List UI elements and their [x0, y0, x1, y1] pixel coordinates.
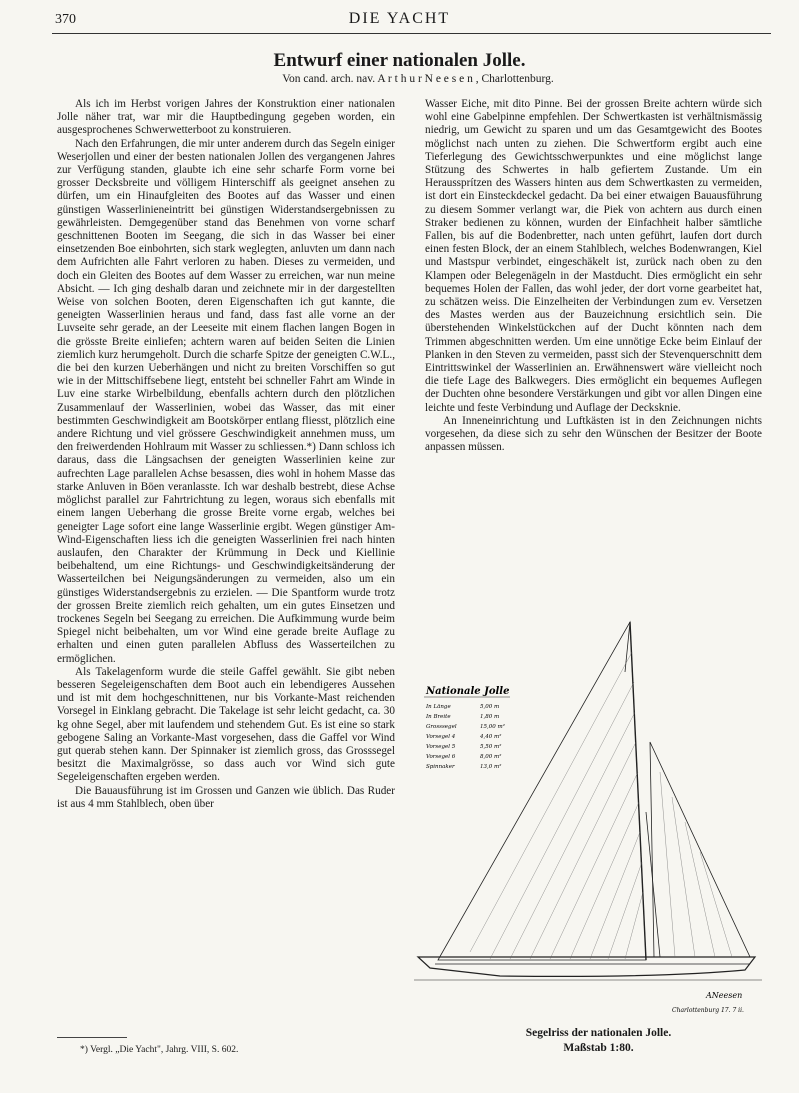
legend-row-label: Vorsegel 6 — [426, 754, 456, 760]
paragraph: Nach den Erfahrungen, die mir unter anderem durch das Segeln einiger Weserjollen und einer der besten nationalen Jollen des vergangenen Jahres zur Verfügung standen, glaubte ich eine sehr scharfe Form vorne bei grosser Decksbreite und völligem Hinterschiff als geeignet ansehen zu dürfen, um ein Hinaufgleiten des Bootes auf das Wasser und einen günstigen Wasserlinieneintritt bei günstigen Widerstandsergebnissen zu gewährleisten. Demgegenüber stand das Benehmen von vorne scharf geschnittenen Booten im Seegang, die sich in das Wasser bei einer einsetzenden Boe einbohrten, sich stark weglegten, anluvten um dann nach dem Aufrichten alle Fahrt verloren zu haben. Dieses zu vermeiden, und doch ein Gleiten des Bootes auf dem Wasser zu erreichen, war nun meine Absicht. — Ich ging deshalb daran und zeichnete mir in der dargestellten Weise von solchen Booten, deren Eigenschaften ich gut kannte, die geneigten Wasserlinien heraus und fand, dass fast alle vorne an der Luvseite sehr gerade, an der Leeseite mit einem flachen langen Bogen in die grösste Breite einliefen; achtern waren auf beiden Seiten die Linien ziemlich kurz herumgeholt. Durch die scharfe Spitze der geneigten C.W.L., die bei den kurzen Ueberhängen und nicht zu breiten Vorschiffen so gut wie in der Mittschiffsebene liegt, entsteht bei schneller Fahrt am Winde in Luv eine starke Wirbelbildung, ebenfalls achtern durch den plötzlichen Zusammenlauf der Wasserlinien, wobei das Wasser, das mit einer bestimmten Geschwindigkeit am Bootskörper entlang fliesst, plötzlich eine andere Richtung und viel grössere Geschwindigkeit annehmen muss, um den freiwerdenden Hohlraum mit Wasser zu schliessen.*) Dann schloss ich daraus, dass die Längsachsen der geneigten Wasserlinien keine zur aufrechten Lage parallelen Achse besassen, dies wohl in hohem Masse das starke Anluven in Böen veranlasste. Ich war deshalb bestrebt, diese Achse möglichst parallel zur Fahrtrichtung zu legen, woraus sich ebenfalls mit einem langen Ueberhang die grosse Breite vorne ergab, welches bei geneigter Lage sofort eine lange Wasserlinie ergibt. Wegen günstiger Am-Wind-Eigenschaften liess ich die geneigten Wasserlinien frei nach hinten auslaufen, den Charakter der Krümmung in Deck und Kiellinie beibehaltend, um eine Richtungs- und Geschwindigkeitsänderung der Wasserteilchen bei Neigungsänderungen zu vermeiden, also um ein günstiges Widerstandsergebnis zu erzielen. — Die Spantform wurde trotz der grossen Breite ziemlich reich gehalten, um ein gutes Einsetzen und trockenes Segeln bei Seegang zu erreichen. Die Aufkimmung wurde beim Spiegel nicht beibehalten, um vor Wind eine gerade breite Auflage zu erhalten und einen guten parallelen Abfluss des Wasserteilchen zu ermöglichen. — [57, 137, 395, 665]
legend-row-value: 15,00 m² — [480, 724, 505, 730]
caption-title: Segelriss der nationalen Jolle. — [525, 1027, 672, 1039]
sail-plan-drawing — [410, 612, 770, 1022]
paragraph: Als Takelagenform wurde die steile Gaffel gewählt. Sie gibt neben besseren Segeleigenschaften dem Boot auch ein lebendigeres Aussehen und ist mit dem hochgeschnittenen, nur bis Vorkante-Mast reichenden Vorsegel in Einklang gebracht. Die Takelage ist sehr leicht gedacht, ca. 30 kg ohne Segel, aber mit laufendem und stehendem Gut. Es ist eine so stark gebogene Saling an Vorkante-Mast vorgesehen, dass die Gaffel vor Wind gut querab stehen kann. Der Spinnaker ist ziemlich gross, das Grosssegel besitzt die Maximalgrösse, so dass auch vor Wind sich gute Segeleigenschaften ergeben werden. — [57, 665, 395, 784]
legend-row-value: 13,0 m² — [480, 764, 502, 770]
legend-row-label: Vorsegel 4 — [426, 734, 456, 740]
signature-place: Charlottenburg 17. 7 ii. — [672, 1007, 744, 1014]
figure-caption — [430, 1026, 767, 1056]
header-rule — [52, 33, 771, 34]
legend-title: Nationale Jolle — [426, 686, 510, 697]
legend-row-value: 8,00 m² — [480, 754, 502, 760]
paragraph: Die Bauausführung ist im Grossen und Ganzen wie üblich. Das Ruder ist aus 4 mm Stahlblech, oben über — [57, 784, 395, 810]
legend-row-value: 4,40 m² — [480, 734, 502, 740]
footnote-rule — [57, 1037, 127, 1038]
article-byline: Von cand. arch. nav. A r t h u r N e e s e n , Charlottenburg. — [282, 73, 554, 85]
page-number: 370 — [55, 12, 76, 27]
legend-row-label: Grosssegel — [426, 724, 457, 730]
signature-name: ANeesen — [706, 991, 743, 1000]
article-title: Entwurf einer nationalen Jolle. — [273, 50, 526, 71]
legend-rows — [425, 704, 505, 770]
caption-scale: Maßstab 1:80. — [563, 1042, 634, 1054]
legend-row-label: In Breite — [426, 714, 451, 720]
legend-row-value: 5,50 m² — [480, 744, 502, 750]
paragraph: Wasser Eiche, mit dito Pinne. Bei der grossen Breite achtern würde sich wohl eine Gabelpinne empfehlen. Der Schwertkasten ist verhältnismässig niedrig, um Gewicht zu sparen und um das Gesamtgewicht des Bootes möglichst nach unten zu ziehen. Die Schwertform ergibt auch eine Tieferlegung des Gewichtsschwerpunktes und eine möglichst lange Stützung des Schwertes in halb gefiertem Zustande. Um ein Heraussprítzen des Wassers hinten aus dem Schwertkasten zu vermeiden, ist dort ein Einsteckdeckel gedacht. Da bei einer etwaigen Bauausführung zu diesem Sommer verlangt war, die Piek von achtern aus durch einen Straker bedienen zu können, wurden der Einfachheit halber sämtliche Fallen, bis auf die Bodenbretter, nach unten geführt, laufen dort durch einen festen Block, der an einem Stahlblech, welches Bodenwrangen, Kiel und Mastspur verbindet, eingeschäkelt ist, zurück nach oben zu den Klampen oder Belegenägeln in der Mastducht. Dies ermöglicht ein sehr bequemes Holen der Fallen, das wohl jeder, der dort vorne gearbeitet hat, zu schätzen weiss. Die Einzelheiten der Verbindungen zum ev. Versetzen des Mastes werden aus der Bauzeichnung ersichtlich sein. Die überstehenden Winkelstückchen auf der Ducht könnten nach dem Trimmen abgeschnitten werden. Um eine unnötige Ecke beim Einlauf der Planken in den Steven zu vermeiden, passt sich der Stevenquerschnitt dem Eintrittswinkel der Wasserlinien an. Erwähnenswert wäre vielleicht noch die tiefe Lage des Balkwegers. Dies ermöglicht ein bequemes Auflegen der Duchten ohne besondere Verstärkungen und gibt vor allen Dingen eine leichte und feste Verbindung und Auflage der Decksknie. — [425, 98, 762, 414]
legend-row-value: 1,80 m — [480, 714, 500, 720]
footnote: *) Vergl. „Die Yacht", Jahrg. VIII, S. 602. — [80, 1045, 239, 1055]
paragraph: An Inneneinrichtung und Luftkästen ist in den Zeichnungen nichts vorgesehen, da diese sich zu sehr den Wünschen der Besitzer der Boote anpassen müssen. — [425, 414, 762, 454]
legend-row-label: Vorsegel 5 — [426, 744, 456, 750]
paragraph: Als ich im Herbst vorigen Jahres der Konstruktion einer nationalen Jolle näher trat, war mir die Hauptbedingung gegeben worden, ein ausgesprochenes Schwerwetterboot zu konstruieren. — [57, 98, 395, 137]
right-column — [425, 98, 762, 454]
journal-header: DIE YACHT — [348, 10, 451, 27]
legend-row-label: In Länge — [426, 704, 451, 710]
left-column — [57, 98, 395, 811]
legend-row-value: 5,00 m — [480, 704, 500, 710]
legend-row-label: Spinnaker — [426, 764, 455, 770]
